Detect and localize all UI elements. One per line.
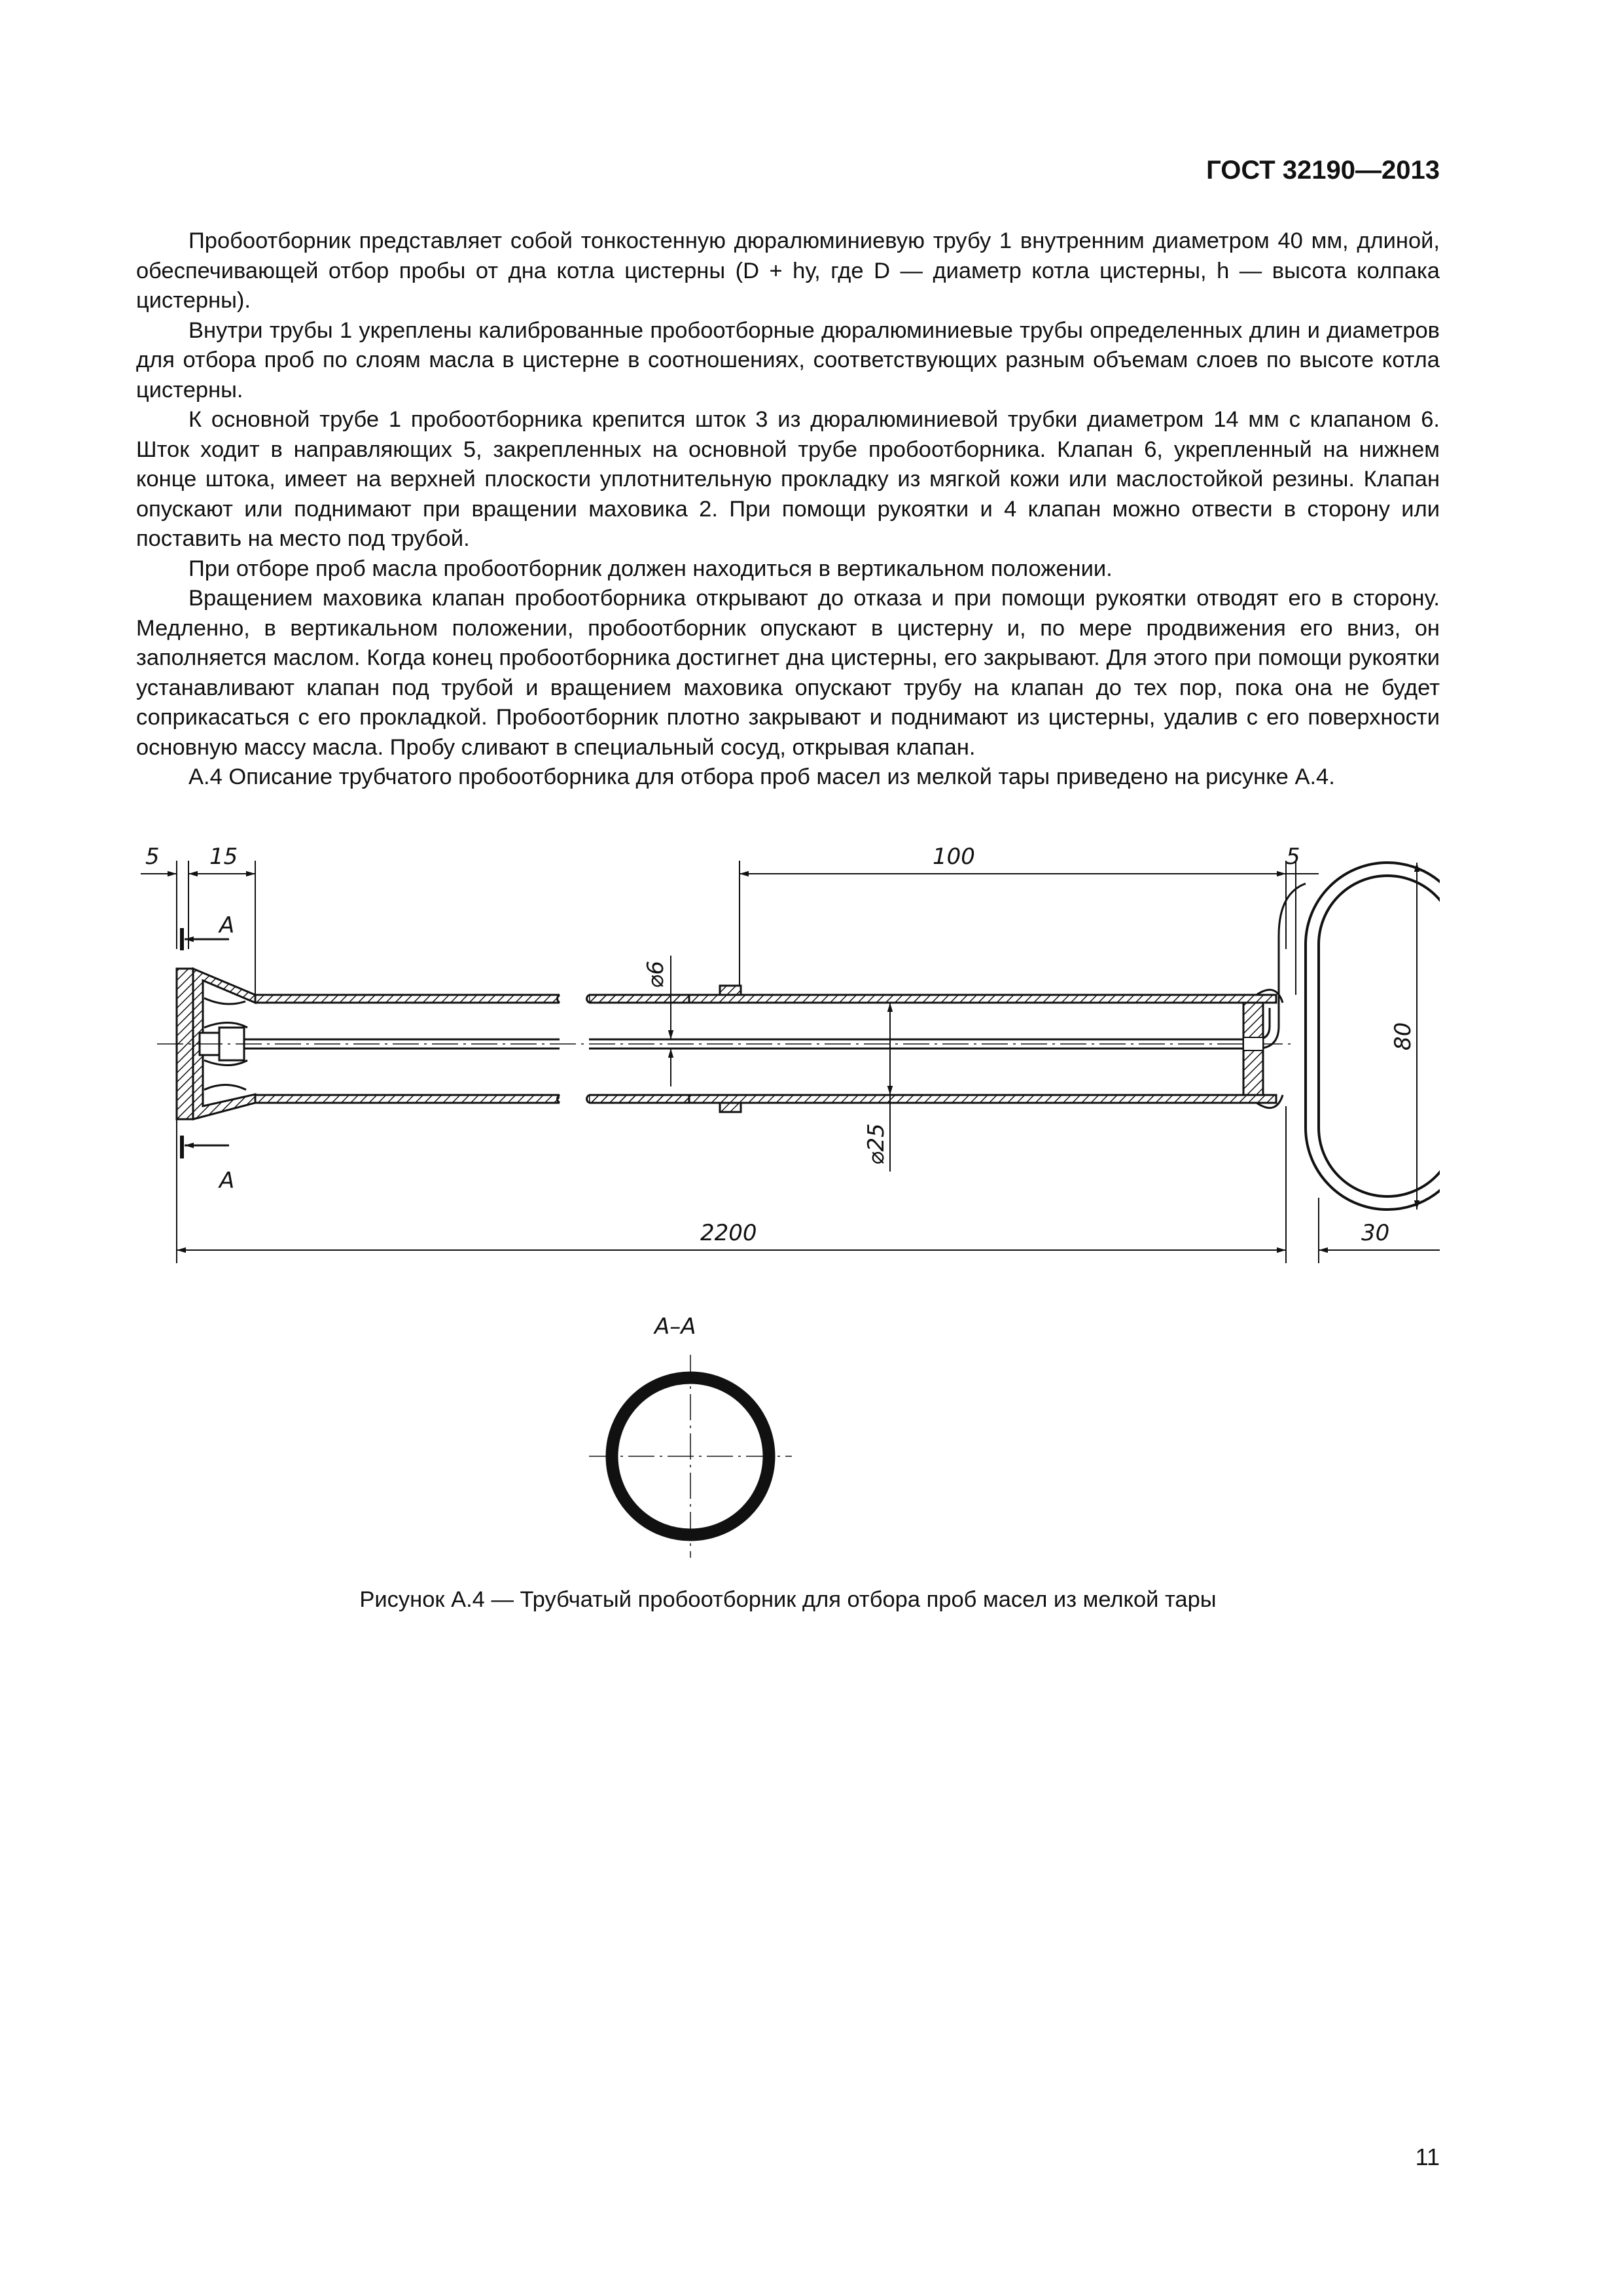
svg-text:⌀6: ⌀6	[643, 960, 669, 988]
guide-collar-top	[720, 986, 741, 995]
guide-collar-bottom	[720, 1103, 741, 1112]
document-body	[136, 226, 1440, 793]
main-tube	[255, 988, 1276, 1113]
svg-text:А: А	[219, 912, 235, 939]
svg-text:5: 5	[1286, 844, 1300, 870]
sampler-drawing-svg	[131, 831, 1440, 1577]
dimension-30	[1319, 1220, 1440, 1250]
svg-text:5: 5	[145, 844, 160, 870]
figure-caption: Рисунок А.4 — Трубчатый пробоотборник для отбора проб масел из мелкой тары	[359, 1587, 1217, 1612]
rod	[244, 1008, 1279, 1049]
page-number: 11	[1415, 2144, 1440, 2170]
section-mark-bottom	[182, 1136, 234, 1194]
paragraph: Внутри трубы 1 укреплены калиброванные пробоотборные дюралюминиевые трубы определенных длин и диаметров для отбора проб по слоям масла в цистерне в соотношениях, соответствующих разным объемам слоев по высоте котла цистерны.	[136, 317, 1440, 403]
svg-text:⌀25: ⌀25	[863, 1123, 889, 1165]
svg-text:100: 100	[933, 844, 975, 870]
dimension-phi6	[643, 956, 671, 1086]
dimension-2200	[177, 1220, 1286, 1250]
paragraph: К основной трубе 1 пробоотборника крепится шток 3 из дюралюминиевой трубки диаметром 14 мм с клапаном 6. Шток ходит в направляющих 5, закрепленных на основной трубе пробоотборника. Клапан 6, укрепленный на нижнем конце штока, имеет на верхней плоскости уплотнительную прокладку из мягкой кожи или маслостойкой резины. Клапан опускают или поднимают при вращении маховика 2. При помощи рукоятки и 4 клапан можно отвести в сторону или поставить на место под трубой.	[136, 407, 1440, 551]
paragraph: Пробоотборник представляет собой тонкостенную дюралюминиевую трубу 1 внутренним диаметром 40 мм, длиной, обеспечивающей отбор пробы от дна котла цистерны (D + hу, где D — диаметр котла цистерны, h — высота колпака цистерны).	[136, 228, 1440, 313]
svg-text:80: 80	[1390, 1022, 1416, 1050]
svg-text:А: А	[219, 1168, 235, 1194]
dimension-15	[188, 844, 255, 874]
paragraph: А.4 Описание трубчатого пробоотборника для отбора проб масел из мелкой тары приведено на рисунке А.4.	[188, 764, 1335, 789]
paragraph: Вращением маховика клапан пробоотборника открывают до отказа и при помощи рукоятки отводят его в сторону. Медленно, в вертикальном положении, пробоотборник опускают в цистерну и, по мере продвижения его вниз, он заполняется маслом. Когда конец пробоотборника достигнет дна цистерны, его закрывают. Для этого при помощи рукоятки устанавливают клапан под трубой и вращением маховика опускают трубу на клапан до тех пор, пока она не будет соприкасаться с его прокладкой. Пробоотборник плотно закрывают и поднимают из цистерны, удалив с его поверхности основную массу масла. Пробу сливают в специальный сосуд, открывая клапан.	[136, 586, 1440, 760]
document-header: ГОСТ 32190—2013	[1206, 156, 1440, 185]
dimension-100	[740, 844, 1286, 874]
dimension-5-left	[141, 844, 177, 874]
svg-text:2200: 2200	[700, 1220, 757, 1246]
end-plug	[1243, 990, 1283, 1107]
svg-text:15: 15	[209, 844, 238, 870]
section-view	[589, 1355, 792, 1558]
section-mark-top	[182, 912, 234, 950]
section-title: А–А	[654, 1314, 696, 1340]
dimension-80	[1390, 863, 1417, 1210]
svg-text:30: 30	[1361, 1220, 1390, 1246]
paragraph: При отборе проб масла пробоотборник должен находиться в вертикальном положении.	[188, 556, 1113, 581]
technical-drawing	[131, 831, 1440, 1577]
dimension-5-right	[1286, 844, 1319, 874]
dimension-phi25	[863, 1003, 890, 1172]
